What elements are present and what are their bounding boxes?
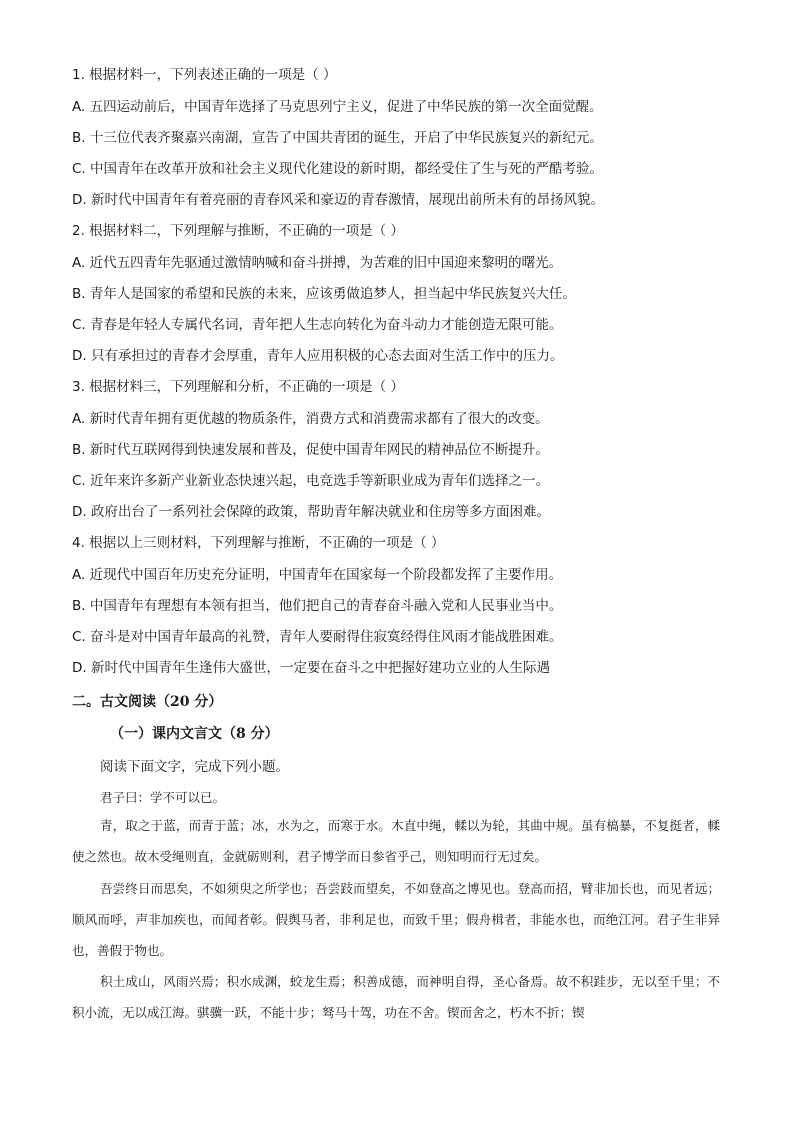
passage-paragraph-3: 积土成山，风雨兴焉；积水成渊，蛟龙生焉；积善成德，而神明自得，圣心备焉。故不积跬步，无以至千里；不积小流，无以成江海。骐骥一跃，不能十步；驽马十驾，功在不舍。锲而舍之，朽木不折；锲 xyxy=(72,974,720,1020)
question-2-stem: 2. 根据材料二，下列理解与推断，不正确的一项是（ ） xyxy=(72,223,404,239)
section-instruction: 阅读下面文字，完成下列小题。 xyxy=(100,759,289,775)
question-4-stem: 4. 根据以上三则材料，下列理解与推断，不正确的一项是（ ） xyxy=(72,535,445,551)
question-4-option-a: A. 近现代中国百年历史充分证明，中国青年在国家每一个阶段都发挥了主要作用。 xyxy=(72,567,563,583)
question-3-stem: 3. 根据材料三，下列理解和分析，不正确的一项是（ ） xyxy=(72,379,404,395)
question-2-option-c: C. 青春是年轻人专属代名词，青年把人生志向转化为奋斗动力才能创造无限可能。 xyxy=(72,317,563,333)
passage-title: 君子曰：学不可以已。 xyxy=(100,790,226,805)
question-2-option-a: A. 近代五四青年先驱通过激情呐喊和奋斗拼搏，为苦难的旧中国迎来黎明的曙光。 xyxy=(72,255,563,271)
question-2-option-d: D. 只有承担过的青春才会厚重，青年人应用积极的心态去面对生活工作中的压力。 xyxy=(72,348,564,364)
question-1-option-c: C. 中国青年在改革开放和社会主义现代化建设的新时期，都经受住了生与死的严酷考验。 xyxy=(72,161,604,177)
question-3-option-a: A. 新时代青年拥有更优越的物质条件，消费方式和消费需求都有了很大的改变。 xyxy=(72,411,549,427)
passage-paragraph-2: 吾尝终日而思矣，不如须臾之所学也；吾尝跂而望矣，不如登高之博见也。登高而招，臂非加长也，而见者远；顺风而呼，声非加疾也，而闻者彰。假舆马者，非利足也，而致千里；假舟楫者，非能水也，而绝江河。君子生非异也，善假于物也。 xyxy=(72,881,720,958)
question-1-option-d: D. 新时代中国青年有着亮丽的青春风采和豪迈的青春激情，展现出前所未有的昂扬风貌。 xyxy=(72,192,604,208)
question-4-option-c: C. 奋斗是对中国青年最高的礼赞，青年人要耐得住寂寞经得住风雨才能战胜困难。 xyxy=(72,629,563,645)
question-1-option-b: B. 十三位代表齐聚嘉兴南湖，宣告了中国共青团的诞生，开启了中华民族复兴的新纪元。 xyxy=(72,130,603,146)
section-title: 二。古文阅读（20 分） xyxy=(72,694,223,710)
question-1-stem: 1. 根据材料一，下列表述正确的一项是（ ） xyxy=(72,67,337,83)
passage-paragraph-1: 青，取之于蓝，而青于蓝；冰，水为之，而寒于水。木直中绳，輮以为轮，其曲中规。虽有槁暴，不复挺者，輮使之然也。故木受绳则直，金就砺则利，君子博学而日参省乎己，则知明而行无过矣。 xyxy=(72,818,720,864)
question-3-option-b: B. 新时代互联网得到快速发展和普及，促使中国青年网民的精神品位不断提升。 xyxy=(72,442,549,458)
question-1-option-a: A. 五四运动前后，中国青年选择了马克思列宁主义，促进了中华民族的第一次全面觉醒。 xyxy=(72,99,603,115)
question-3-option-d: D. 政府出台了一系列社会保障的政策，帮助青年解决就业和住房等多方面困难。 xyxy=(72,504,550,520)
question-3-option-c: C. 近年来许多新产业新业态快速兴起，电竞选手等新职业成为青年们选择之一。 xyxy=(72,473,550,489)
question-2-option-b: B. 青年人是国家的希望和民族的未来，应该勇做追梦人，担当起中华民族复兴大任。 xyxy=(72,286,576,302)
question-4-option-d: D. 新时代中国青年生逢伟大盛世，一定要在奋斗之中把握好建功立业的人生际遇 xyxy=(72,660,550,676)
question-4-option-b: B. 中国青年有理想有本领有担当，他们把自己的青春奋斗融入党和人民事业当中。 xyxy=(72,598,563,614)
section-subtitle: （一）课内文言文（8 分） xyxy=(110,726,279,742)
